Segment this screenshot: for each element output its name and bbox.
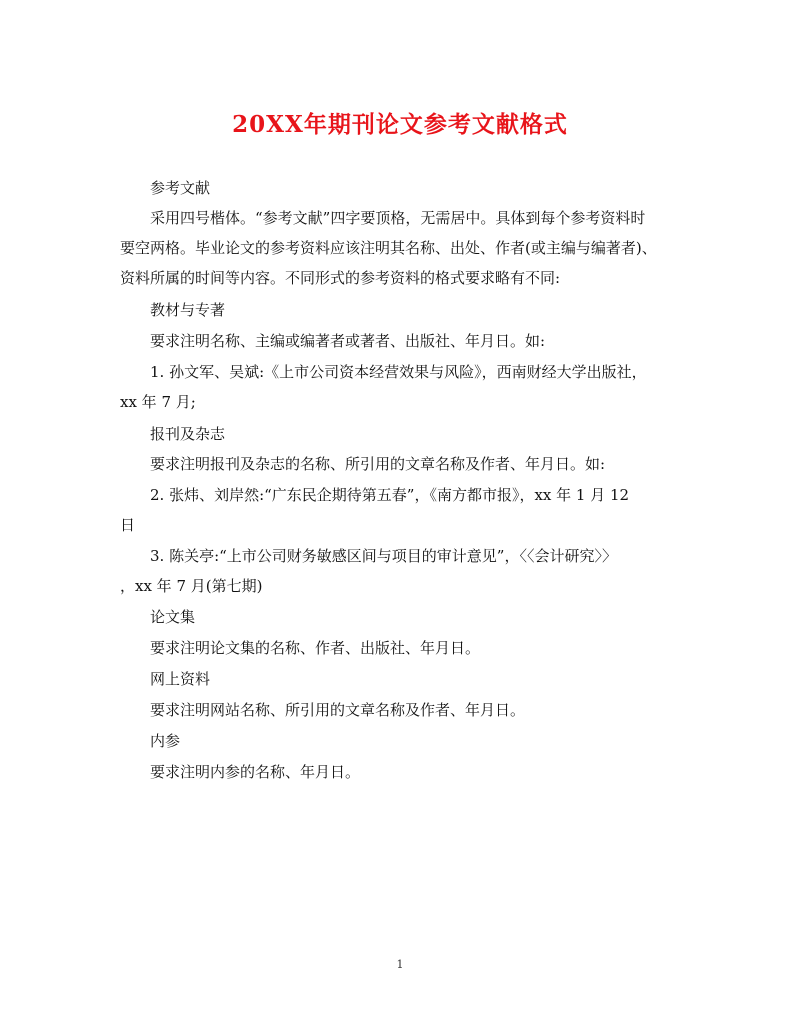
paragraph-line: 要求注明名称、主编或编著者或著者、出版社、年月日。如: xyxy=(150,332,546,350)
section-heading-online: 网上资料 xyxy=(150,670,211,688)
paragraph-line: 要求注明论文集的名称、作者、出版社、年月日。 xyxy=(150,639,481,657)
reference-entry-3-cont: ，xx 年 7 月(第七期) xyxy=(120,577,263,595)
reference-entry-2-cont: 日 xyxy=(120,516,136,534)
paragraph-line: 要求注明报刊及杂志的名称、所引用的文章名称及作者、年月日。如: xyxy=(150,455,606,473)
reference-entry-2: 2. 张炜、刘岸然:“广东民企期待第五春”，《南方都市报》，xx 年 1 月 12 xyxy=(150,486,630,504)
section-heading-references: 参考文献 xyxy=(150,179,211,197)
paragraph-line: 采用四号楷体。“参考文献”四字要顶格，无需居中。具体到每个参考资料时 xyxy=(150,209,646,227)
section-heading-internal: 内参 xyxy=(150,732,181,750)
paragraph-line: 要空两格。毕业论文的参考资料应该注明其名称、出处、作者(或主编与编著者)、 xyxy=(120,239,657,257)
paragraph-line: 要求注明网站名称、所引用的文章名称及作者、年月日。 xyxy=(150,701,526,719)
paragraph-line: 资料所属的时间等内容。不同形式的参考资料的格式要求略有不同: xyxy=(120,269,561,287)
section-heading-textbooks: 教材与专著 xyxy=(150,301,226,319)
reference-entry-1-cont: xx 年 7 月; xyxy=(120,393,196,411)
section-heading-proceedings: 论文集 xyxy=(150,608,196,626)
reference-entry-1: 1. 孙文军、吴斌:《上市公司资本经营效果与风险》，西南财经大学出版社， xyxy=(150,363,647,381)
section-heading-newspapers: 报刊及杂志 xyxy=(150,425,226,443)
document-title: 20XX年期刊论文参考文献格式 xyxy=(232,111,568,138)
page-number: 1 xyxy=(396,958,404,971)
reference-entry-3: 3. 陈关亭:“上市公司财务敏感区间与项目的审计意见”，〈〈会计研究〉〉 xyxy=(150,547,617,565)
paragraph-line: 要求注明内参的名称、年月日。 xyxy=(150,763,361,781)
